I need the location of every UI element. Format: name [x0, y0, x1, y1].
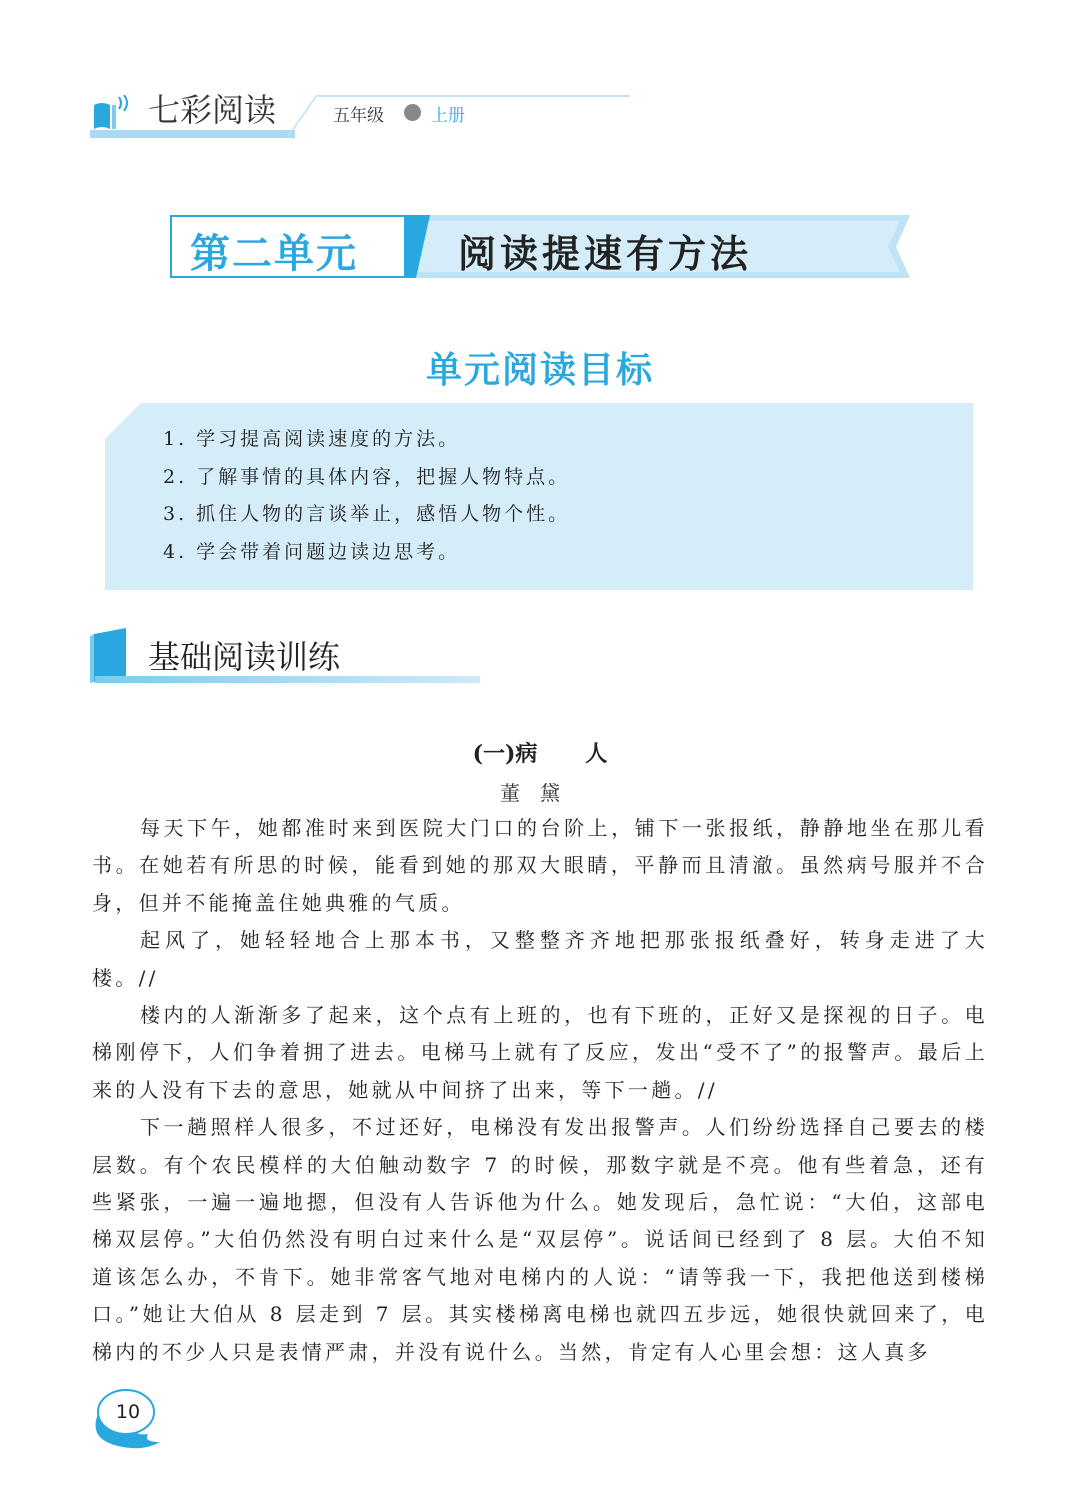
unit-title: 阅读提速有方法	[458, 231, 753, 276]
header-divider	[287, 95, 318, 137]
goal-item: 3. 抓住人物的言谈举止，感悟人物个性。	[163, 503, 571, 525]
story-title-end: 人	[585, 741, 608, 767]
story-title	[0, 740, 1080, 768]
brand-title: 七彩阅读	[148, 91, 277, 129]
grade-label: 五年级	[333, 106, 384, 126]
brand-underline	[90, 130, 295, 138]
goals-heading: 单元阅读目标	[425, 350, 654, 391]
page-number: 10	[115, 1401, 141, 1423]
story-title-start: (一)病	[472, 741, 538, 767]
paragraph: 下一趟照样人很多，不过还好，电梯没有发出报警声。人们纷纷选择自己要去的楼层数。有个农民模样的大伯触动数字 7 的时候，那数字就是不亮。他有些着急，还有些紧张，一遍一遍地摁，但没有人告诉他为什么。她发现后，急忙说：“大伯，这部电梯双层停。”大伯仍然没有明白过来什么是“双层停”。说话间已经到了 8 层。大伯不知道该怎么办，不肯下。她非常客气地对电梯内的人说：“请等我一下，我把他送到楼梯口。”她让大伯从 8 层走到 7 层。其实楼梯离电梯也就四五步远，她很快就回来了，电梯内的不少人只是表情严肃，并没有说什么。当然，肯定有人心里会想：这人真多	[92, 1115, 988, 1364]
paragraph: 楼内的人渐渐多了起来，这个点有上班的，也有下班的，正好又是探视的日子。电梯刚停下，人们争着拥了进去。电梯马上就有了反应，发出“受不了”的报警声。最后上来的人没有下去的意思，她就从中间挤了出来，等下一趟。//	[92, 1003, 988, 1102]
book-logo-icon	[92, 95, 134, 131]
section-title: 基础阅读训练	[148, 638, 341, 676]
volume-label: 上册	[431, 106, 465, 126]
goals-box-corner	[105, 403, 141, 439]
goal-item: 2. 了解事情的具体内容，把握人物特点。	[163, 465, 571, 488]
header-rule	[318, 95, 630, 97]
goal-item: 1. 学习提高阅读速度的方法。	[163, 428, 461, 450]
book-section-icon	[90, 628, 130, 683]
paragraph: 每天下午，她都准时来到医院大门口的台阶上，铺下一张报纸，静静地坐在那儿看书。在她若有所思的时候，能看到她的那双大眼睛，平静而且清澈。虽然病号服并不合身，但并不能掩盖住她典雅的气质。	[92, 816, 988, 915]
goals-list	[163, 424, 570, 574]
unit-number: 第二单元	[190, 230, 358, 277]
story-body	[92, 810, 988, 1371]
bullet-dot-icon	[404, 104, 421, 121]
section-underline	[95, 676, 480, 683]
paragraph: 起风了，她轻轻地合上那本书，又整整齐齐地把那张报纸叠好，转身走进了大楼。//	[92, 928, 988, 990]
goal-item: 4. 学会带着问题边读边思考。	[163, 540, 461, 563]
story-author: 董黛	[500, 781, 580, 805]
